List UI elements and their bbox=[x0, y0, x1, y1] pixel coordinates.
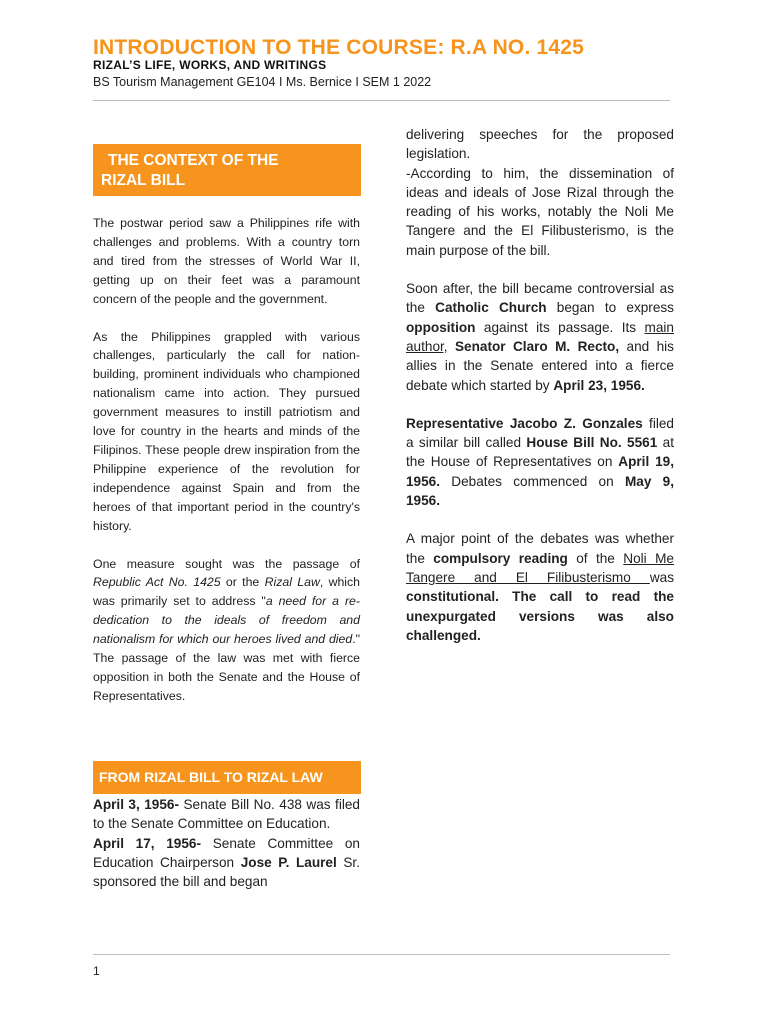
entry-date: April 3, 1956- bbox=[93, 797, 180, 812]
paragraph bbox=[406, 279, 674, 395]
heading-line: RIZAL BILL bbox=[101, 172, 186, 189]
paragraph: delivering speeches for the proposed legislation. bbox=[406, 127, 674, 162]
text: of the bbox=[567, 550, 624, 566]
paragraph bbox=[406, 414, 674, 510]
timeline-body bbox=[93, 795, 360, 891]
text: began to express bbox=[546, 300, 674, 316]
paragraph: As the Philippines grappled with various challenges, particularly the call for nation-building, prominent individuals who championed nationalism came into action. They pursued government measures to instill patriotism and love for country in the hearts and minds of the Filipinos. These people drew inspiration from the Philippine experience of the revolution for independence against Spain and from the heroes of that important period in the country's history. bbox=[93, 329, 360, 533]
text: A major point of the debates was whether the bbox=[406, 531, 674, 566]
paragraph bbox=[406, 529, 674, 645]
text-underlined: Noli Me Tangere and El Filibusterismo bbox=[406, 550, 674, 585]
text: was bbox=[649, 569, 674, 585]
text-bold: April 23, 1956. bbox=[553, 377, 645, 393]
text-italic: Rizal Law bbox=[264, 575, 320, 590]
section-heading-context bbox=[93, 144, 361, 196]
text: against its passage. Its bbox=[475, 319, 645, 335]
text-bold: compulsory reading bbox=[433, 550, 568, 566]
footer-divider bbox=[93, 954, 670, 955]
section-heading-rizal-law: FROM RIZAL BILL TO RIZAL LAW bbox=[93, 761, 361, 794]
paragraph: The postwar period saw a Philippines rife with challenges and problems. With a country torn and tired from the stresses of World War II, getting up on their feet was a paramount concern of the people and the government. bbox=[93, 216, 360, 306]
person-name: Jose P. Laurel bbox=[240, 854, 337, 870]
text: Soon after, the bill became controversial as the bbox=[406, 281, 674, 316]
text: filed a similar bill called bbox=[406, 415, 674, 451]
text-bold: May 9, 1956. bbox=[406, 473, 674, 509]
text-bold: Catholic Church bbox=[435, 300, 547, 316]
text-bold: April 19, 1956. bbox=[406, 454, 675, 489]
text: Sr. sponsored the bill and began bbox=[93, 854, 360, 890]
text-bold: Senator Claro M. Recto, bbox=[454, 338, 620, 354]
quote-italic: a need for a re-dedication to the ideals of freedom and nationalism for which our heroes lived and died bbox=[93, 594, 360, 647]
paragraph: -According to him, the dissemination of ideas and ideals of Jose Rizal through the reading of his works, notably the Noli Me Tangere and the El Filibusterismo, is the main purpose of the bill. bbox=[406, 165, 674, 258]
text-bold: The call to read the unexpurgated versions was also challenged. bbox=[406, 589, 674, 643]
header-divider bbox=[93, 100, 670, 101]
text: One measure sought was the passage of bbox=[93, 556, 360, 571]
timeline-entry bbox=[93, 834, 360, 892]
text-italic: Republic Act No. 1425 bbox=[93, 575, 221, 590]
heading-line: THE CONTEXT OF THE bbox=[108, 152, 279, 169]
text-bold: opposition bbox=[406, 319, 476, 335]
course-meta: BS Tourism Management GE104 I Ms. Bernice I SEM 1 2022 bbox=[93, 75, 432, 89]
text-bold: House Bill No. 5561 bbox=[526, 435, 658, 451]
text bbox=[448, 339, 455, 354]
text: Senate Committee on Education Chairperson bbox=[93, 835, 360, 870]
context-body bbox=[93, 214, 360, 706]
text-underlined: main author, bbox=[406, 319, 674, 354]
text: Debates commenced on bbox=[440, 473, 625, 489]
right-column-body bbox=[406, 125, 674, 645]
text: or the bbox=[220, 575, 265, 590]
text: and his allies in the Senate entered into a fierce debate which started by bbox=[406, 338, 674, 393]
text: Senate Bill No. 438 was filed to the Senate Committee on Education. bbox=[93, 797, 360, 832]
text: at the House of Representatives on bbox=[406, 435, 674, 470]
entry-date: April 17, 1956- bbox=[93, 835, 202, 851]
paragraph bbox=[93, 555, 360, 706]
timeline-entry bbox=[93, 795, 360, 834]
document-title: INTRODUCTION TO THE COURSE: R.A NO. 1425 bbox=[93, 36, 585, 59]
text bbox=[499, 589, 512, 604]
page-number: 1 bbox=[93, 964, 100, 978]
text: ." The passage of the law was met with fierce opposition in both the Senate and the House of Representatives. bbox=[93, 632, 360, 703]
text: , which was primarily set to address " bbox=[93, 575, 361, 609]
text-bold: Representative Jacobo Z. Gonzales bbox=[406, 415, 643, 431]
document-subtitle: RIZAL’S LIFE, WORKS, AND WRITINGS bbox=[93, 58, 327, 72]
text-bold: constitutional. bbox=[406, 589, 499, 605]
